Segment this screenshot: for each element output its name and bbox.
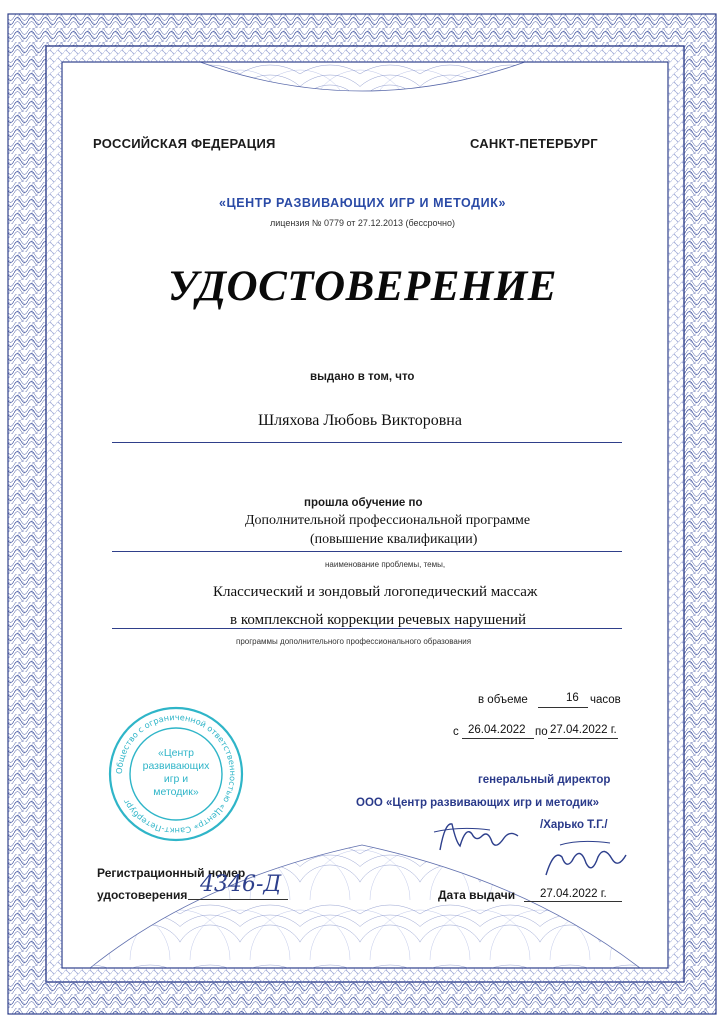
- program-type-line1: Дополнительной профессиональной программе: [245, 513, 531, 528]
- document-title: УДОСТОВЕРЕНИЕ: [167, 263, 557, 310]
- topic-caption: наименование проблемы, темы,: [325, 560, 446, 569]
- period-to-label: по: [535, 726, 548, 738]
- registration-label-line2: удостоверения: [97, 888, 188, 902]
- signatory-position: генеральный директор: [478, 774, 611, 786]
- program-name-line1: Классический и зондовый логопедический массаж: [213, 584, 538, 600]
- issue-date-underline: [524, 901, 622, 902]
- period-to: 27.04.2022 г.: [550, 724, 617, 736]
- issued-to-label: выдано в том, что: [310, 371, 415, 383]
- period-to-underline: [548, 738, 618, 739]
- organization-stamp: [106, 704, 246, 844]
- program-type-line2: (повышение квалификации): [310, 532, 478, 547]
- program-caption: программы дополнительного профессионального образования: [236, 637, 472, 646]
- organization-name: «ЦЕНТР РАЗВИВАЮЩИХ ИГР И МЕТОДИК»: [218, 196, 507, 210]
- volume-unit: часов: [590, 694, 621, 706]
- stamp-line-2: развивающих: [142, 760, 210, 772]
- training-label: прошла обучение по: [304, 497, 423, 509]
- signatory-company: ООО «Центр развивающих игр и методик»: [356, 797, 600, 809]
- program-type-underline: [112, 551, 622, 552]
- city-label: САНКТ-ПЕТЕРБУРГ: [470, 136, 598, 151]
- period-from-label: с: [453, 726, 459, 738]
- country-label: РОССИЙСКАЯ ФЕДЕРАЦИЯ: [93, 136, 276, 151]
- volume-label: в объеме: [478, 694, 528, 706]
- recipient-name: Шляхова Любовь Викторовна: [258, 412, 462, 429]
- program-name-underline: [112, 628, 622, 629]
- registration-number: 4346-Д: [200, 872, 282, 897]
- director-signature: [430, 812, 525, 862]
- registration-label-line1: Регистрационный номер: [97, 866, 246, 880]
- period-from-underline: [462, 738, 534, 739]
- period-from: 26.04.2022: [468, 724, 526, 736]
- recipient-underline: [112, 442, 622, 443]
- license-text: лицензия № 0779 от 27.12.2013 (бессрочно): [269, 218, 456, 228]
- program-name-line2: в комплексной коррекции речевых нарушений: [230, 612, 527, 628]
- volume-hours: 16: [566, 692, 579, 704]
- volume-underline: [538, 707, 588, 708]
- issue-date-label: Дата выдачи: [438, 888, 516, 902]
- issue-date-value: 27.04.2022 г.: [540, 888, 607, 900]
- signatory-name: /Харько Т.Г./: [540, 819, 608, 831]
- issuer-signature: [540, 835, 630, 885]
- stamp-line-3: игр и: [163, 773, 189, 785]
- stamp-line-4: методик»: [153, 786, 199, 798]
- stamp-line-1: «Центр: [158, 747, 194, 759]
- stamp-ring-text: Общество с ограниченной ответственностью «Центр» Санкт-Петербург: [113, 711, 239, 837]
- registration-underline: [188, 899, 288, 900]
